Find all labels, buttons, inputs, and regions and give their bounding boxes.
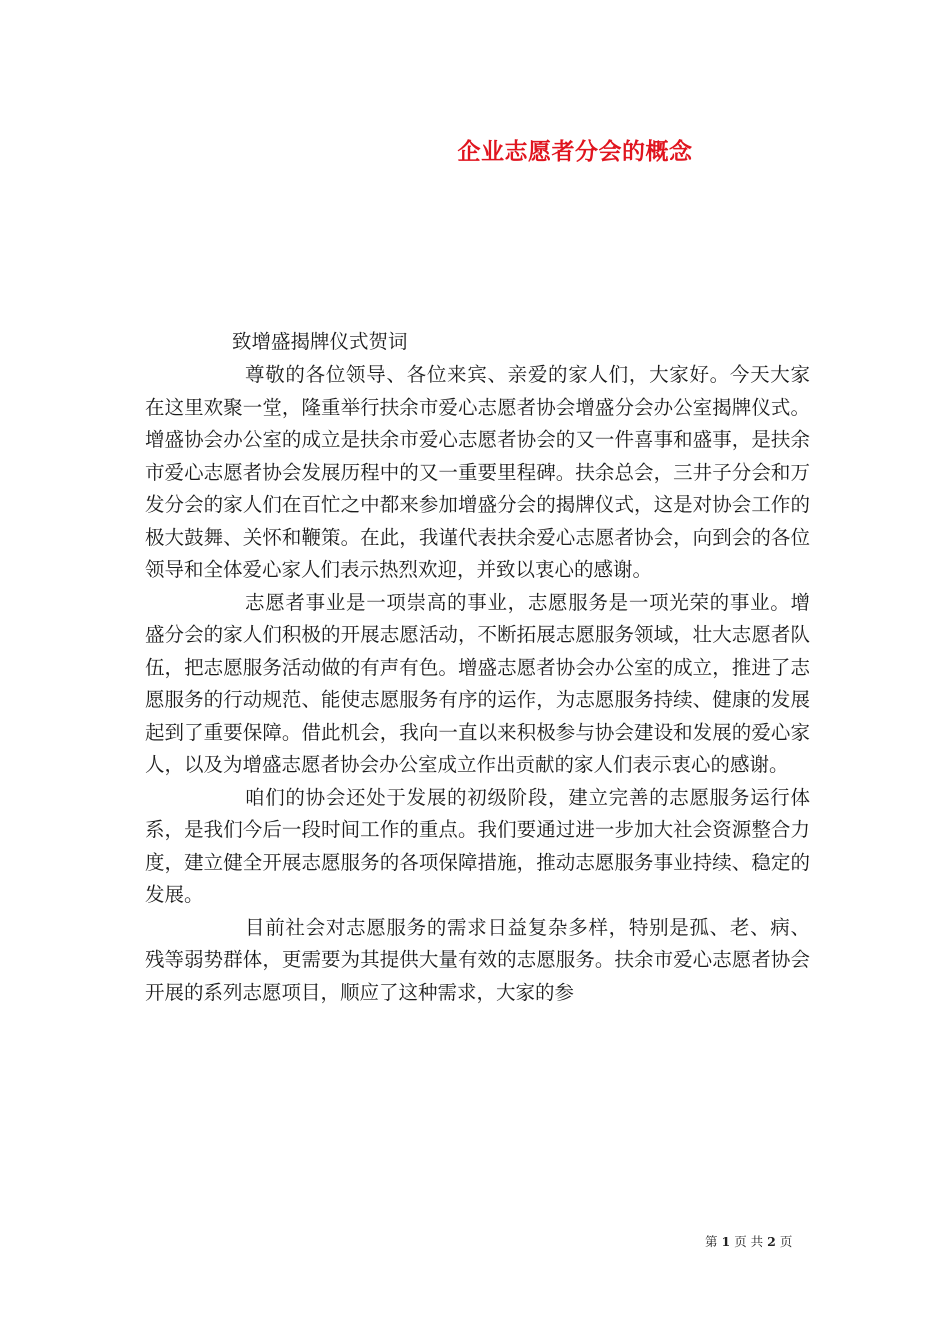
footer-middle: 页 共	[734, 1234, 764, 1249]
document-body	[145, 359, 810, 1009]
body-paragraph: 尊敬的各位领导、各位来宾、亲爱的家人们，大家好。今天大家在这里欢聚一堂，隆重举行扶余市爱心志愿者协会增盛分会办公室揭牌仪式。增盛协会办公室的成立是扶余市爱心志愿者协会的又一件喜事和盛事，是扶余市爱心志愿者协会发展历程中的又一重要里程碑。扶余总会，三井子分会和万发分会的家人们在百忙之中都来参加增盛分会的揭牌仪式，这是对协会工作的极大鼓舞、关怀和鞭策。在此，我谨代表扶余爱心志愿者协会，向到会的各位领导和全体爱心家人们表示热烈欢迎，并致以衷心的感谢。	[145, 363, 810, 581]
footer-total-pages: 2	[767, 1234, 776, 1249]
footer-suffix: 页	[779, 1234, 793, 1249]
footer-prefix: 第	[705, 1234, 718, 1249]
footer-current-page: 1	[721, 1234, 731, 1249]
body-paragraph: 目前社会对志愿服务的需求日益复杂多样，特别是孤、老、病、残等弱势群体，更需要为其提供大量有效的志愿服务。扶余市爱心志愿者协会开展的系列志愿项目，顺应了这种需求，大家的参	[145, 915, 810, 1004]
document-subtitle: 致增盛揭牌仪式贺词	[232, 330, 408, 353]
body-paragraph: 咱们的协会还处于发展的初级阶段，建立完善的志愿服务运行体系，是我们今后一段时间工作的重点。我们要通过进一步加大社会资源整合力度，建立健全开展志愿服务的各项保障措施，推动志愿服务事业持续、稳定的发展。	[145, 785, 810, 906]
body-paragraph: 志愿者事业是一项崇高的事业，志愿服务是一项光荣的事业。增盛分会的家人们积极的开展志愿活动，不断拓展志愿服务领域，壮大志愿者队伍，把志愿服务活动做的有声有色。增盛志愿者协会办公室的成立，推进了志愿服务的行动规范、能使志愿服务有序的运作，为志愿服务持续、健康的发展起到了重要保障。借此机会，我向一直以来积极参与协会建设和发展的爱心家人，以及为增盛志愿者协会办公室成立作出贡献的家人们表示衷心的感谢。	[145, 590, 810, 776]
document-title: 企业志愿者分会的概念	[457, 138, 693, 165]
page-footer	[705, 1232, 792, 1250]
